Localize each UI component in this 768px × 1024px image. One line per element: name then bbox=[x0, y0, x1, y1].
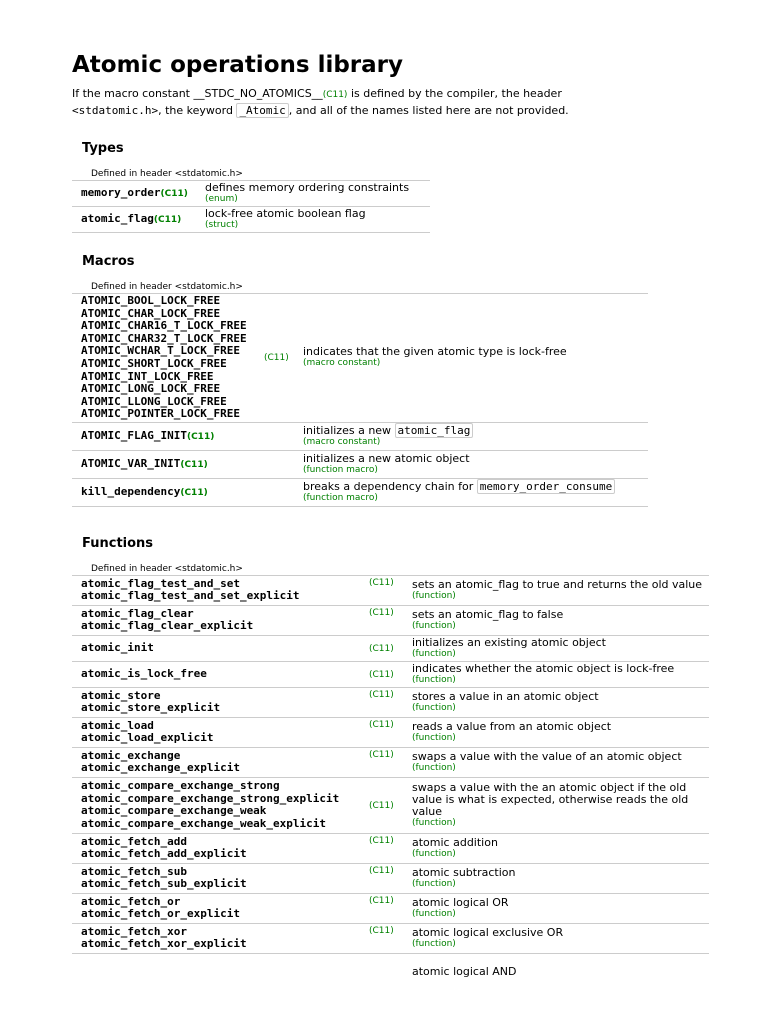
std-cell bbox=[366, 893, 409, 923]
function-link[interactable]: atomic_compare_exchange_strong_explicit bbox=[81, 791, 340, 805]
std-cell bbox=[366, 747, 409, 777]
macro-link[interactable]: ATOMIC_WCHAR_T_LOCK_FREE bbox=[81, 344, 240, 358]
std-cell bbox=[366, 687, 409, 717]
macro-link[interactable]: ATOMIC_LLONG_LOCK_FREE bbox=[81, 394, 227, 408]
intro-paragraph bbox=[72, 86, 632, 118]
intro-c11-link[interactable]: (C11) bbox=[322, 90, 348, 100]
c11-badge[interactable]: (C11) bbox=[264, 353, 289, 364]
c11-badge[interactable]: (C11) bbox=[369, 607, 394, 618]
function-desc-cell bbox=[409, 953, 709, 979]
table-row bbox=[72, 893, 709, 923]
type-desc: defines memory ordering constraints bbox=[205, 181, 410, 194]
table-row bbox=[72, 294, 648, 423]
table-row bbox=[72, 422, 648, 450]
c11-badge[interactable]: (C11) bbox=[369, 865, 394, 876]
std-cell bbox=[261, 294, 300, 423]
function-desc: stores a value in an atomic object bbox=[412, 689, 599, 703]
c11-badge[interactable]: (C11) bbox=[369, 800, 394, 811]
c11-badge[interactable]: (C11) bbox=[369, 719, 394, 730]
macro-name-cell bbox=[72, 450, 300, 478]
function-category: (function) bbox=[412, 938, 456, 949]
function-desc-cell bbox=[409, 687, 709, 717]
table-row bbox=[72, 747, 709, 777]
c11-badge[interactable]: (C11) bbox=[369, 577, 394, 588]
function-category: (function) bbox=[412, 908, 456, 919]
std-cell bbox=[366, 923, 409, 953]
macros-table bbox=[72, 293, 648, 507]
type-name-cell bbox=[72, 181, 202, 207]
function-link[interactable]: atomic_fetch_add bbox=[81, 834, 187, 848]
function-category: (function) bbox=[412, 732, 456, 743]
macro-desc: breaks a dependency chain for bbox=[303, 479, 477, 493]
function-desc: initializes an existing atomic object bbox=[412, 635, 606, 649]
c11-badge[interactable]: (C11) bbox=[369, 643, 394, 654]
macro-desc-cell bbox=[300, 478, 648, 506]
table-row bbox=[72, 478, 648, 506]
macro-link[interactable]: ATOMIC_LONG_LOCK_FREE bbox=[81, 382, 221, 396]
page bbox=[72, 50, 712, 979]
function-link[interactable]: atomic_fetch_or bbox=[81, 894, 181, 908]
function-link[interactable]: atomic_flag_clear bbox=[81, 606, 194, 620]
intro-text-1: If the macro constant bbox=[72, 87, 194, 100]
table-row bbox=[72, 661, 709, 687]
function-desc-cell bbox=[409, 893, 709, 923]
std-cell bbox=[366, 717, 409, 747]
function-desc-cell bbox=[409, 717, 709, 747]
table-row bbox=[72, 181, 430, 207]
function-names-cell bbox=[72, 923, 366, 953]
macro-category: (macro constant) bbox=[303, 358, 381, 369]
macro-name-cell bbox=[72, 478, 300, 506]
intro-text-3: , the keyword bbox=[158, 104, 237, 117]
function-link[interactable]: atomic_fetch_xor_explicit bbox=[81, 937, 247, 951]
types-section bbox=[72, 140, 712, 233]
macro-category: (macro constant) bbox=[303, 436, 381, 447]
macro-desc-cell bbox=[300, 294, 648, 423]
function-names-cell bbox=[72, 661, 366, 687]
atomic-flag-code[interactable]: atomic_flag bbox=[395, 423, 474, 438]
function-desc: atomic logical OR bbox=[412, 895, 509, 909]
macro-link[interactable]: ATOMIC_FLAG_INIT bbox=[81, 428, 187, 442]
function-category: (function) bbox=[412, 817, 456, 828]
macros-heading: Macros bbox=[82, 254, 135, 269]
table-row bbox=[72, 687, 709, 717]
function-link[interactable]: atomic_is_lock_free bbox=[81, 667, 207, 681]
function-link[interactable]: atomic_flag_clear_explicit bbox=[81, 619, 254, 633]
c11-badge[interactable]: (C11) bbox=[369, 895, 394, 906]
std-cell bbox=[366, 635, 409, 661]
function-names-cell bbox=[72, 687, 366, 717]
intro-keyword: _Atomic bbox=[236, 103, 288, 118]
memory-order-consume-code[interactable]: memory_order_consume bbox=[477, 479, 615, 494]
macro-names-cell bbox=[72, 294, 261, 423]
intro-header: <stdatomic.h> bbox=[72, 104, 159, 117]
function-desc-cell bbox=[409, 747, 709, 777]
macro-desc: initializes a new atomic object bbox=[303, 451, 470, 465]
macro-category: (function macro) bbox=[303, 492, 378, 503]
function-category: (function) bbox=[412, 762, 456, 773]
function-link[interactable]: atomic_fetch_xor bbox=[81, 924, 187, 938]
function-names-cell bbox=[72, 717, 366, 747]
function-link[interactable]: atomic_load bbox=[81, 718, 154, 732]
page-title: Atomic operations library bbox=[72, 52, 403, 78]
c11-badge[interactable]: (C11) bbox=[186, 431, 215, 442]
std-cell bbox=[366, 605, 409, 635]
function-desc-cell bbox=[409, 863, 709, 893]
function-desc: indicates whether the atomic object is lock-free bbox=[412, 661, 675, 675]
type-link[interactable]: atomic_flag bbox=[81, 212, 154, 225]
macro-desc: initializes a new bbox=[303, 423, 395, 437]
macro-link[interactable]: ATOMIC_POINTER_LOCK_FREE bbox=[81, 407, 240, 421]
intro-text-2: is defined by the compiler, the header bbox=[347, 87, 562, 100]
table-row bbox=[72, 717, 709, 747]
macro-desc-line bbox=[303, 425, 648, 437]
table-row bbox=[72, 575, 709, 605]
function-names-cell bbox=[72, 635, 366, 661]
c11-badge[interactable]: (C11) bbox=[180, 487, 208, 498]
c11-badge[interactable]: (C11) bbox=[369, 925, 394, 936]
function-category: (function) bbox=[412, 590, 456, 601]
function-category: (function) bbox=[412, 674, 456, 685]
std-cell bbox=[366, 661, 409, 687]
table-row bbox=[72, 605, 709, 635]
function-desc: atomic logical AND bbox=[412, 965, 517, 979]
macro-link[interactable]: ATOMIC_SHORT_LOCK_FREE bbox=[81, 356, 227, 370]
function-desc: swaps a value with the an atomic object if the old value is what is expected, otherwise reads the old value bbox=[412, 780, 689, 818]
function-desc: atomic logical exclusive OR bbox=[412, 925, 564, 939]
function-link[interactable]: atomic_fetch_add_explicit bbox=[81, 847, 247, 861]
function-category: (function) bbox=[412, 878, 456, 889]
function-desc: sets an atomic_flag to false bbox=[412, 607, 564, 621]
c11-badge[interactable]: (C11) bbox=[153, 215, 182, 225]
function-link[interactable]: atomic_exchange_explicit bbox=[81, 761, 240, 775]
table-row bbox=[72, 207, 430, 233]
type-desc: lock-free atomic boolean flag bbox=[205, 207, 366, 220]
function-desc-cell bbox=[409, 777, 709, 833]
function-link[interactable]: atomic_init bbox=[81, 641, 154, 655]
function-link[interactable]: atomic_flag_test_and_set_explicit bbox=[81, 589, 300, 603]
std-cell bbox=[366, 777, 409, 833]
types-heading: Types bbox=[82, 141, 124, 156]
function-category: (function) bbox=[412, 848, 456, 859]
function-category: (function) bbox=[412, 648, 456, 659]
table-row bbox=[72, 777, 709, 833]
function-link[interactable]: atomic_store bbox=[81, 688, 161, 702]
functions-section bbox=[72, 535, 712, 980]
function-category: (function) bbox=[412, 702, 456, 713]
function-desc-cell bbox=[409, 833, 709, 863]
functions-table bbox=[72, 575, 709, 980]
type-category: (enum) bbox=[205, 194, 238, 204]
table-row bbox=[72, 450, 648, 478]
function-category: (function) bbox=[412, 620, 456, 631]
c11-badge[interactable]: (C11) bbox=[369, 835, 394, 846]
function-names-cell bbox=[72, 863, 366, 893]
function-names-cell bbox=[72, 953, 366, 979]
function-desc: sets an atomic_flag to true and returns the old value bbox=[412, 577, 703, 591]
macro-link[interactable]: ATOMIC_CHAR_LOCK_FREE bbox=[81, 306, 221, 320]
c11-badge[interactable]: (C11) bbox=[369, 669, 394, 680]
intro-text-4: , and all of the names listed here are not provided. bbox=[288, 104, 569, 117]
function-desc-cell bbox=[409, 635, 709, 661]
intro-macro: __STDC_NO_ATOMICS__ bbox=[193, 87, 323, 100]
functions-heading: Functions bbox=[82, 535, 154, 551]
function-names-cell bbox=[72, 893, 366, 923]
type-category: (struct) bbox=[205, 220, 239, 230]
function-link[interactable]: atomic_fetch_sub_explicit bbox=[81, 877, 247, 891]
function-desc-cell bbox=[409, 661, 709, 687]
table-row bbox=[72, 833, 709, 863]
macro-link[interactable]: ATOMIC_INT_LOCK_FREE bbox=[81, 369, 214, 383]
macro-name-cell bbox=[72, 422, 300, 450]
macro-desc-cell bbox=[300, 422, 648, 450]
std-cell bbox=[366, 863, 409, 893]
function-names-cell bbox=[72, 747, 366, 777]
function-link[interactable]: atomic_exchange bbox=[81, 748, 181, 762]
function-link[interactable]: atomic_store_explicit bbox=[81, 701, 221, 715]
macro-link[interactable]: kill_dependency bbox=[81, 484, 181, 498]
std-cell bbox=[366, 575, 409, 605]
type-link[interactable]: memory_order bbox=[81, 186, 161, 199]
macros-header-note: Defined in header <stdatomic.h> bbox=[91, 282, 243, 292]
function-names-cell bbox=[72, 777, 366, 833]
function-desc: reads a value from an atomic object bbox=[412, 719, 612, 733]
function-desc-cell bbox=[409, 923, 709, 953]
c11-badge[interactable]: (C11) bbox=[180, 459, 208, 470]
type-desc-cell bbox=[202, 207, 430, 233]
macro-link[interactable]: ATOMIC_CHAR16_T_LOCK_FREE bbox=[81, 319, 247, 333]
function-link[interactable]: atomic_fetch_or_explicit bbox=[81, 907, 240, 921]
macro-desc-line bbox=[303, 481, 648, 493]
function-link[interactable]: atomic_load_explicit bbox=[81, 731, 214, 745]
function-link[interactable]: atomic_compare_exchange_strong bbox=[81, 779, 280, 793]
function-names-cell bbox=[72, 605, 366, 635]
function-link[interactable]: atomic_compare_exchange_weak bbox=[81, 804, 267, 818]
macro-link[interactable]: ATOMIC_CHAR32_T_LOCK_FREE bbox=[81, 331, 247, 345]
table-row bbox=[72, 923, 709, 953]
table-row bbox=[72, 863, 709, 893]
function-desc: swaps a value with the value of an atomic object bbox=[412, 749, 682, 763]
function-link[interactable]: atomic_flag_test_and_set bbox=[81, 576, 240, 590]
type-desc-cell bbox=[202, 181, 430, 207]
functions-header-note: Defined in header <stdatomic.h> bbox=[91, 563, 243, 574]
c11-badge[interactable]: (C11) bbox=[369, 689, 394, 700]
types-table bbox=[72, 180, 430, 233]
std-cell bbox=[366, 833, 409, 863]
type-name-cell bbox=[72, 207, 202, 233]
function-link[interactable]: atomic_fetch_sub bbox=[81, 864, 187, 878]
function-names-cell bbox=[72, 833, 366, 863]
function-desc-cell bbox=[409, 575, 709, 605]
table-row bbox=[72, 635, 709, 661]
macro-desc-cell bbox=[300, 450, 648, 478]
function-desc-cell bbox=[409, 605, 709, 635]
function-names-cell bbox=[72, 575, 366, 605]
c11-badge[interactable]: (C11) bbox=[160, 189, 188, 199]
table-row bbox=[72, 953, 709, 979]
c11-badge[interactable]: (C11) bbox=[369, 749, 394, 760]
macro-link[interactable]: ATOMIC_VAR_INIT bbox=[81, 456, 181, 470]
types-header-note: Defined in header <stdatomic.h> bbox=[91, 169, 243, 179]
function-desc: atomic addition bbox=[412, 835, 498, 849]
function-link[interactable]: atomic_compare_exchange_weak_explicit bbox=[81, 817, 327, 831]
macro-category: (function macro) bbox=[303, 464, 378, 475]
macros-section bbox=[72, 253, 712, 507]
function-desc: atomic subtraction bbox=[412, 865, 516, 879]
macro-link[interactable]: ATOMIC_BOOL_LOCK_FREE bbox=[81, 294, 221, 307]
std-cell bbox=[366, 953, 409, 979]
macro-desc: indicates that the given atomic type is lock-free bbox=[303, 345, 567, 359]
